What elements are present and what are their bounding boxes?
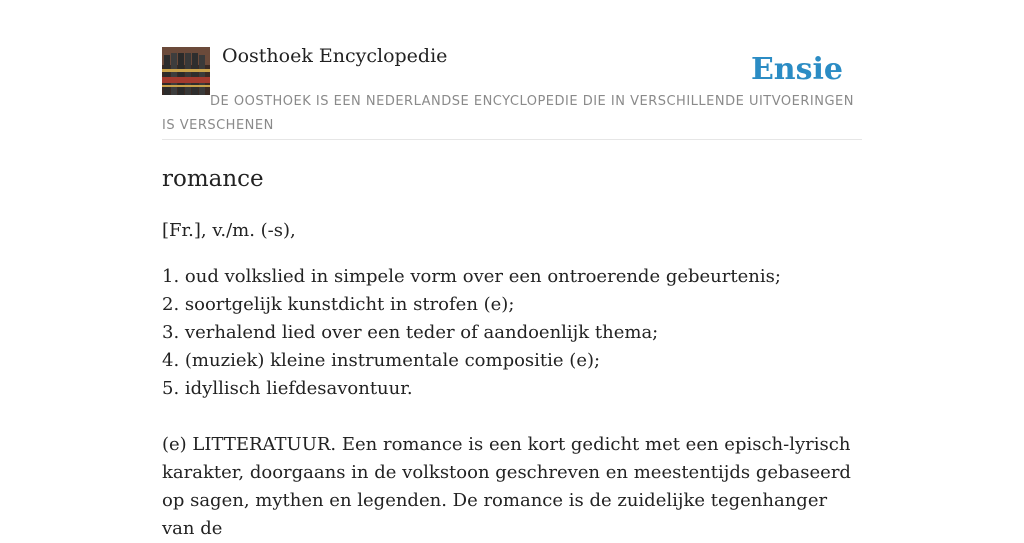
publication-avatar[interactable]: [162, 47, 210, 95]
entry-etymology: [Fr.], v./m. (-s),: [162, 220, 296, 241]
site-header: [162, 0, 862, 140]
site-tagline: DE OOSTHOEK IS EEN NEDERLANDSE ENCYCLOPEDIE DIE IN VERSCHILLENDE UITVOERINGEN IS VERSCHENEN: [162, 94, 854, 133]
meaning-item: 4. (muziek) kleine instrumentale compositie (e);: [162, 350, 601, 371]
meaning-item: 5. idyllisch liefdesavontuur.: [162, 378, 413, 399]
entry-body-paragraph: (e) LITTERATUUR. Een romance is een kort gedicht met een episch-lyrisch karakter, doorgaans in de volkstoon geschreven en meestentijds gebaseerd op sagen, mythen en legenden. De romance is de zuidelijke tegenhanger van de: [162, 434, 851, 539]
page-container: [162, 0, 862, 539]
meanings-list: [162, 263, 781, 403]
site-title-link[interactable]: Oosthoek Encyclopedie: [222, 45, 448, 67]
meaning-item: 2. soortgelijk kunstdicht in strofen (e);: [162, 294, 515, 315]
meaning-item: 3. verhalend lied over een teder of aandoenlijk thema;: [162, 322, 659, 343]
book-spines-icon: [162, 47, 210, 95]
meaning-item: 1. oud volkslied in simpele vorm over een ontroerende gebeurtenis;: [162, 266, 781, 287]
entry-title: romance: [162, 166, 264, 192]
ensie-logo-link[interactable]: Ensie: [750, 52, 843, 87]
